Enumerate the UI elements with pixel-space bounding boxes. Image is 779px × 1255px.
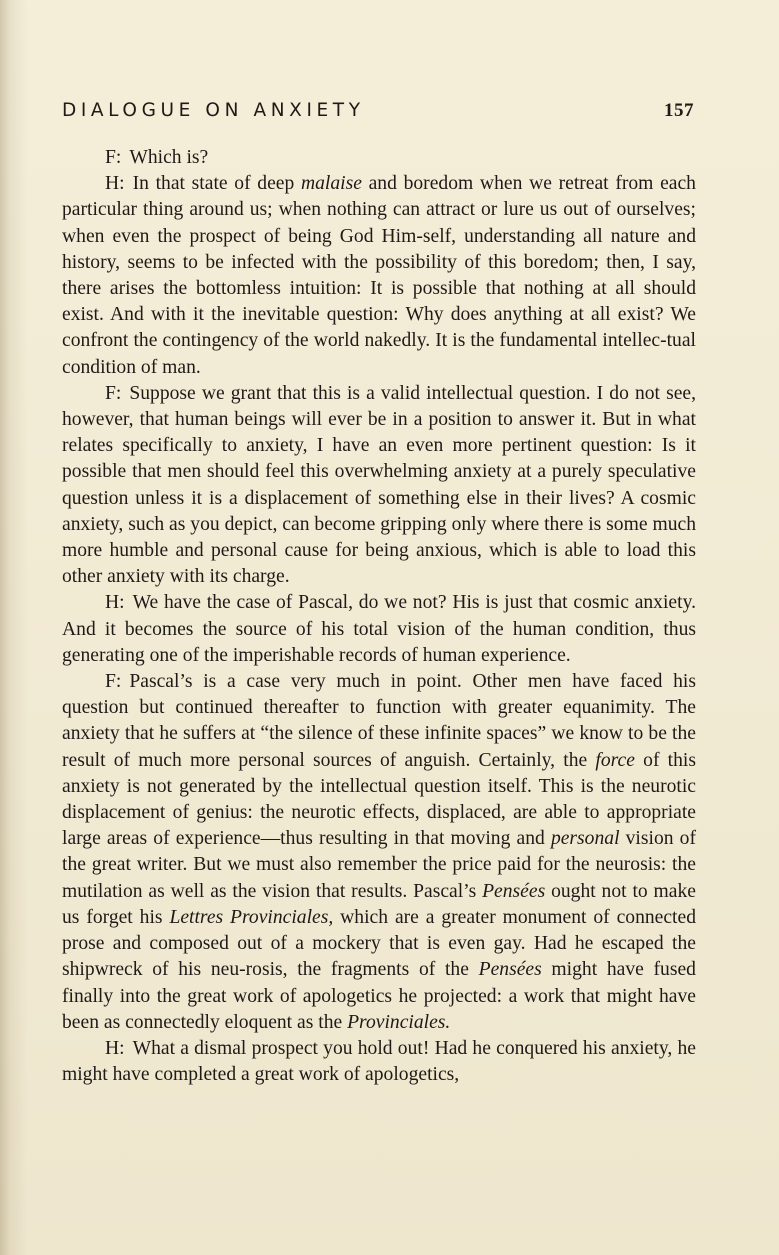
paragraph-text: which are a greater monument of connected prose and composed out of a mockery that is even gay. Had he escaped the shipwreck of his neu-rosis, the fragments of the bbox=[62, 906, 696, 981]
paragraph-text: Suppose we grant that this is a valid intellectual question. I do not see, however, that human beings will ever be in a position to answer it. But in what relates specifically to anxiety, I have an even more pertinent question: Is it possible that men should feel this overwhelming anxiety at a purely speculative question unless it is a displacement of something else in their lives? A cosmic anxiety, such as you depict, can become gripping only where there is some much more humble and personal cause for being anxious, which is able to load this other anxiety with its charge. bbox=[62, 382, 696, 588]
paragraph-text: Pascal’s is a case very much in point. Other men have faced his question but continued thereafter to function with greater equanimity. The anxiety that he suffers at “the silence of these infinite spaces” we know to be the result of much more personal sources of anguish. Certainly, the bbox=[62, 671, 696, 771]
speaker-label: F: bbox=[105, 671, 122, 693]
italic-text: Provinciales. bbox=[347, 1011, 451, 1033]
paragraph-text: In that state of deep bbox=[132, 173, 301, 195]
italic-text: personal bbox=[550, 828, 620, 850]
dialogue-paragraph bbox=[62, 145, 696, 171]
body-text bbox=[62, 145, 696, 1088]
paragraph-text: ought not to make us forget his bbox=[62, 880, 696, 928]
italic-text: Pensées bbox=[478, 959, 542, 981]
italic-text: Pensées bbox=[482, 880, 546, 902]
running-head bbox=[62, 96, 694, 126]
paragraph-text: and boredom when we retreat from each particular thing around us; when nothing can attract or lure us out of ourselves; when even the prospect of being God Him-self, understanding all nature and history, seems to be infected with the possibility of this boredom; then, I say, there arises the bottomless intuition: It is possible that nothing at all should exist. And with it the inevitable question: Why does anything at all exist? We confront the contingency of the world nakedly. It is the fundamental intellec-tual condition of man. bbox=[62, 173, 696, 378]
italic-text: malaise bbox=[300, 173, 362, 195]
paragraph-text: of this anxiety is not generated by the intellectual question itself. This is the neurotic displacement of genius: the neurotic effects, displaced, are able to appropriate large areas of experience—thus resulting in that moving and bbox=[62, 749, 696, 850]
italic-text: force bbox=[595, 749, 635, 771]
dialogue-paragraph bbox=[62, 381, 696, 591]
dialogue-paragraph bbox=[62, 590, 696, 669]
speaker-label: H: bbox=[105, 173, 125, 195]
paragraph-text: vision of the great writer. But we must also remember the price paid for the neurosis: the mutilation as well as the vision that results. Pascal’s bbox=[62, 828, 696, 902]
italic-text: Lettres Provinciales, bbox=[169, 906, 334, 928]
page-number: 157 bbox=[664, 100, 694, 121]
speaker-label: F: bbox=[105, 147, 122, 168]
running-title: DIALOGUE ON ANXIETY bbox=[62, 100, 365, 121]
paragraph-text: We have the case of Pascal, do we not? His is just that cosmic anxiety. And it becomes the source of his total vision of the human condition, thus generating one of the imperishable records of human experience. bbox=[62, 592, 696, 666]
speaker-label: F: bbox=[105, 382, 122, 404]
speaker-label: H: bbox=[105, 1037, 125, 1059]
dialogue-paragraph bbox=[62, 669, 696, 1036]
speaker-label: H: bbox=[105, 592, 125, 614]
dialogue-paragraph bbox=[62, 171, 696, 381]
paragraph-text: What a dismal prospect you hold out! Had he conquered his anxiety, he might have completed a great work of apologetics, bbox=[62, 1037, 696, 1086]
dialogue-paragraph bbox=[62, 1036, 696, 1088]
paragraph-text: Which is? bbox=[129, 147, 209, 168]
paragraph-text: might have fused finally into the great work of apologetics he projected: a work that might have been as connectedly eloquent as the bbox=[62, 959, 696, 1033]
